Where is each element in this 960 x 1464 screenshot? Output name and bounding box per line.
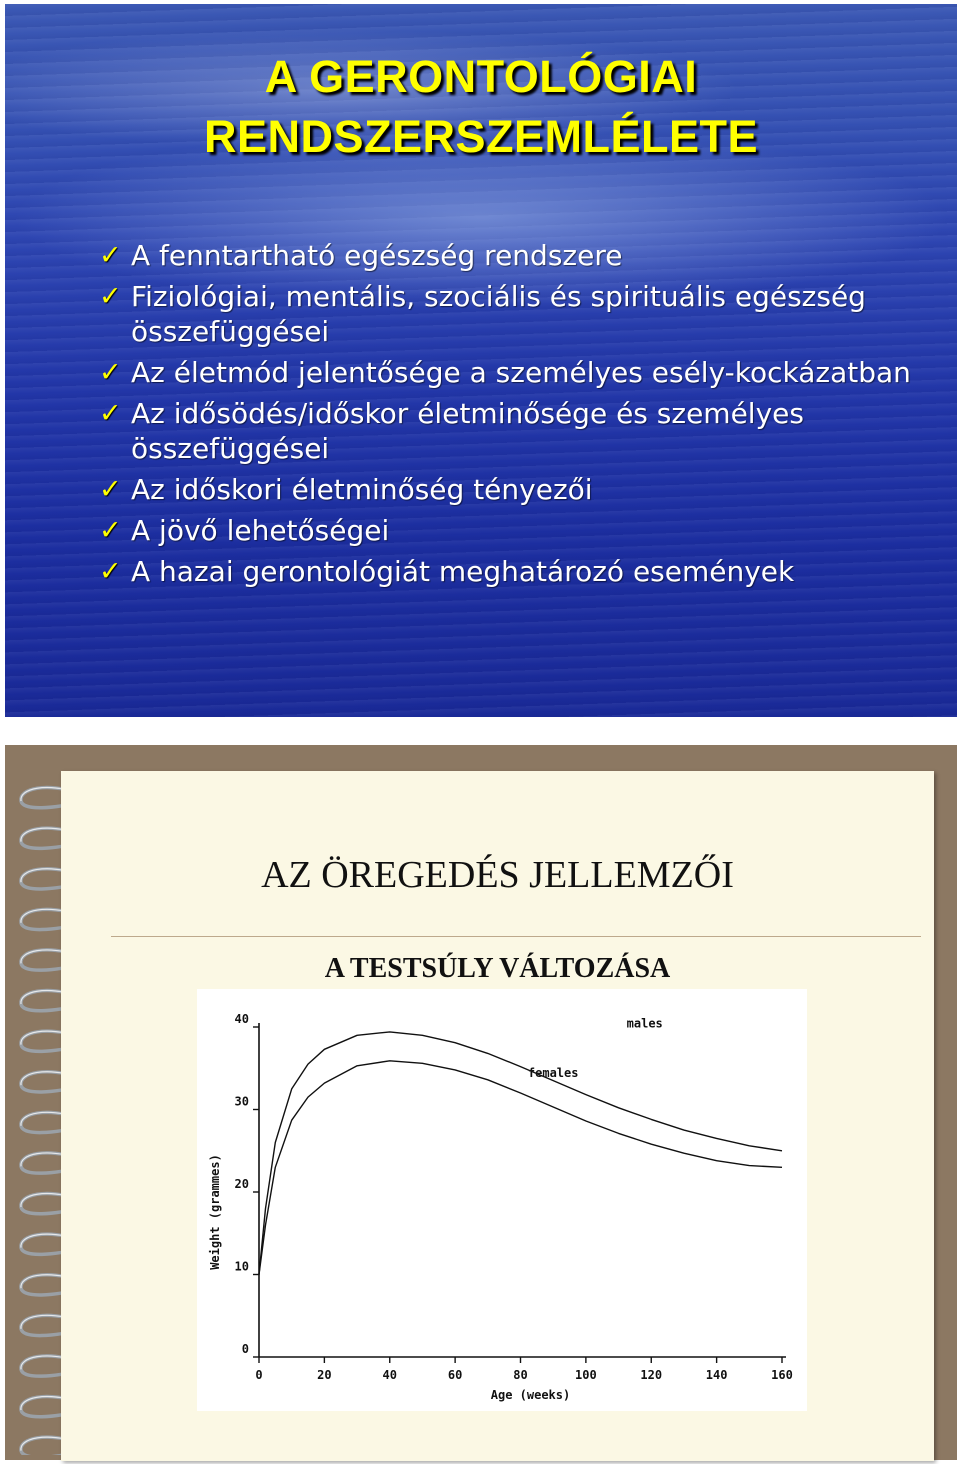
series-line-females bbox=[259, 1061, 782, 1275]
slide-gerontology-system bbox=[5, 4, 957, 717]
series-line-males bbox=[259, 1032, 782, 1275]
bullet-text: Fiziológiai, mentális, szociális és spirituális egészség összefüggései bbox=[131, 280, 866, 348]
x-tick-label: 140 bbox=[705, 1368, 728, 1382]
x-tick-label: 60 bbox=[447, 1368, 463, 1382]
bullet-item bbox=[93, 472, 943, 507]
series-label-females: females bbox=[527, 1065, 579, 1080]
x-tick-label: 80 bbox=[513, 1368, 528, 1382]
y-tick-label: 40 bbox=[234, 1012, 249, 1026]
x-tick-label: 40 bbox=[382, 1368, 397, 1382]
x-tick-label: 20 bbox=[317, 1368, 332, 1382]
x-axis-label: Age (weeks) bbox=[490, 1388, 571, 1402]
bullet-text: A fenntartható egészség rendszere bbox=[131, 239, 623, 272]
bullet-item bbox=[93, 554, 943, 589]
bullet-item bbox=[93, 238, 943, 273]
checkmark-icon: ✓ bbox=[99, 240, 122, 271]
slide-aging-characteristics bbox=[5, 745, 957, 1460]
x-tick-label: 100 bbox=[575, 1368, 597, 1382]
slide-title-line2: RENDSZERSZEMLÉLETE bbox=[203, 111, 759, 162]
divider bbox=[111, 936, 921, 937]
chart-svg bbox=[197, 989, 807, 1411]
notebook-page bbox=[61, 771, 934, 1461]
y-tick-label: 10 bbox=[234, 1259, 249, 1274]
y-tick-label: 30 bbox=[234, 1094, 249, 1109]
x-tick-label: 160 bbox=[771, 1368, 793, 1382]
y-axis-label: Weight (grammes) bbox=[208, 1154, 222, 1270]
x-tick-label: 120 bbox=[640, 1368, 663, 1382]
bullet-item bbox=[93, 355, 943, 390]
bullet-text: A jövő lehetőségei bbox=[131, 514, 390, 547]
slide-title-line1: A GERONTOLÓGIAI bbox=[264, 51, 698, 102]
bullet-item bbox=[93, 513, 943, 548]
checkmark-icon: ✓ bbox=[99, 357, 122, 388]
bullet-item bbox=[93, 279, 943, 349]
checkmark-icon: ✓ bbox=[99, 281, 122, 312]
checkmark-icon: ✓ bbox=[99, 515, 122, 546]
bullet-text: Az életmód jelentősége a személyes esély-kockázatban bbox=[131, 356, 911, 389]
weight-chart bbox=[197, 989, 807, 1411]
series-label-males: males bbox=[626, 1016, 663, 1031]
x-tick-label: 0 bbox=[255, 1368, 263, 1382]
checkmark-icon: ✓ bbox=[99, 474, 122, 505]
bullet-list bbox=[93, 238, 943, 595]
slide2-title: AZ ÖREGEDÉS JELLEMZŐI bbox=[261, 854, 734, 896]
checkmark-icon: ✓ bbox=[99, 556, 122, 587]
bullet-text: A hazai gerontológiát meghatározó események bbox=[131, 555, 795, 588]
y-tick-label: 0 bbox=[241, 1342, 249, 1356]
slide2-subtitle: A TESTSÚLY VÁLTOZÁSA bbox=[324, 953, 671, 984]
y-tick-label: 20 bbox=[234, 1177, 249, 1191]
bullet-item bbox=[93, 396, 943, 466]
checkmark-icon: ✓ bbox=[99, 398, 122, 429]
bullet-text: Az időskori életminőség tényezői bbox=[131, 473, 593, 506]
bullet-text: Az idősödés/időskor életminősége és személyes összefüggései bbox=[131, 397, 804, 465]
